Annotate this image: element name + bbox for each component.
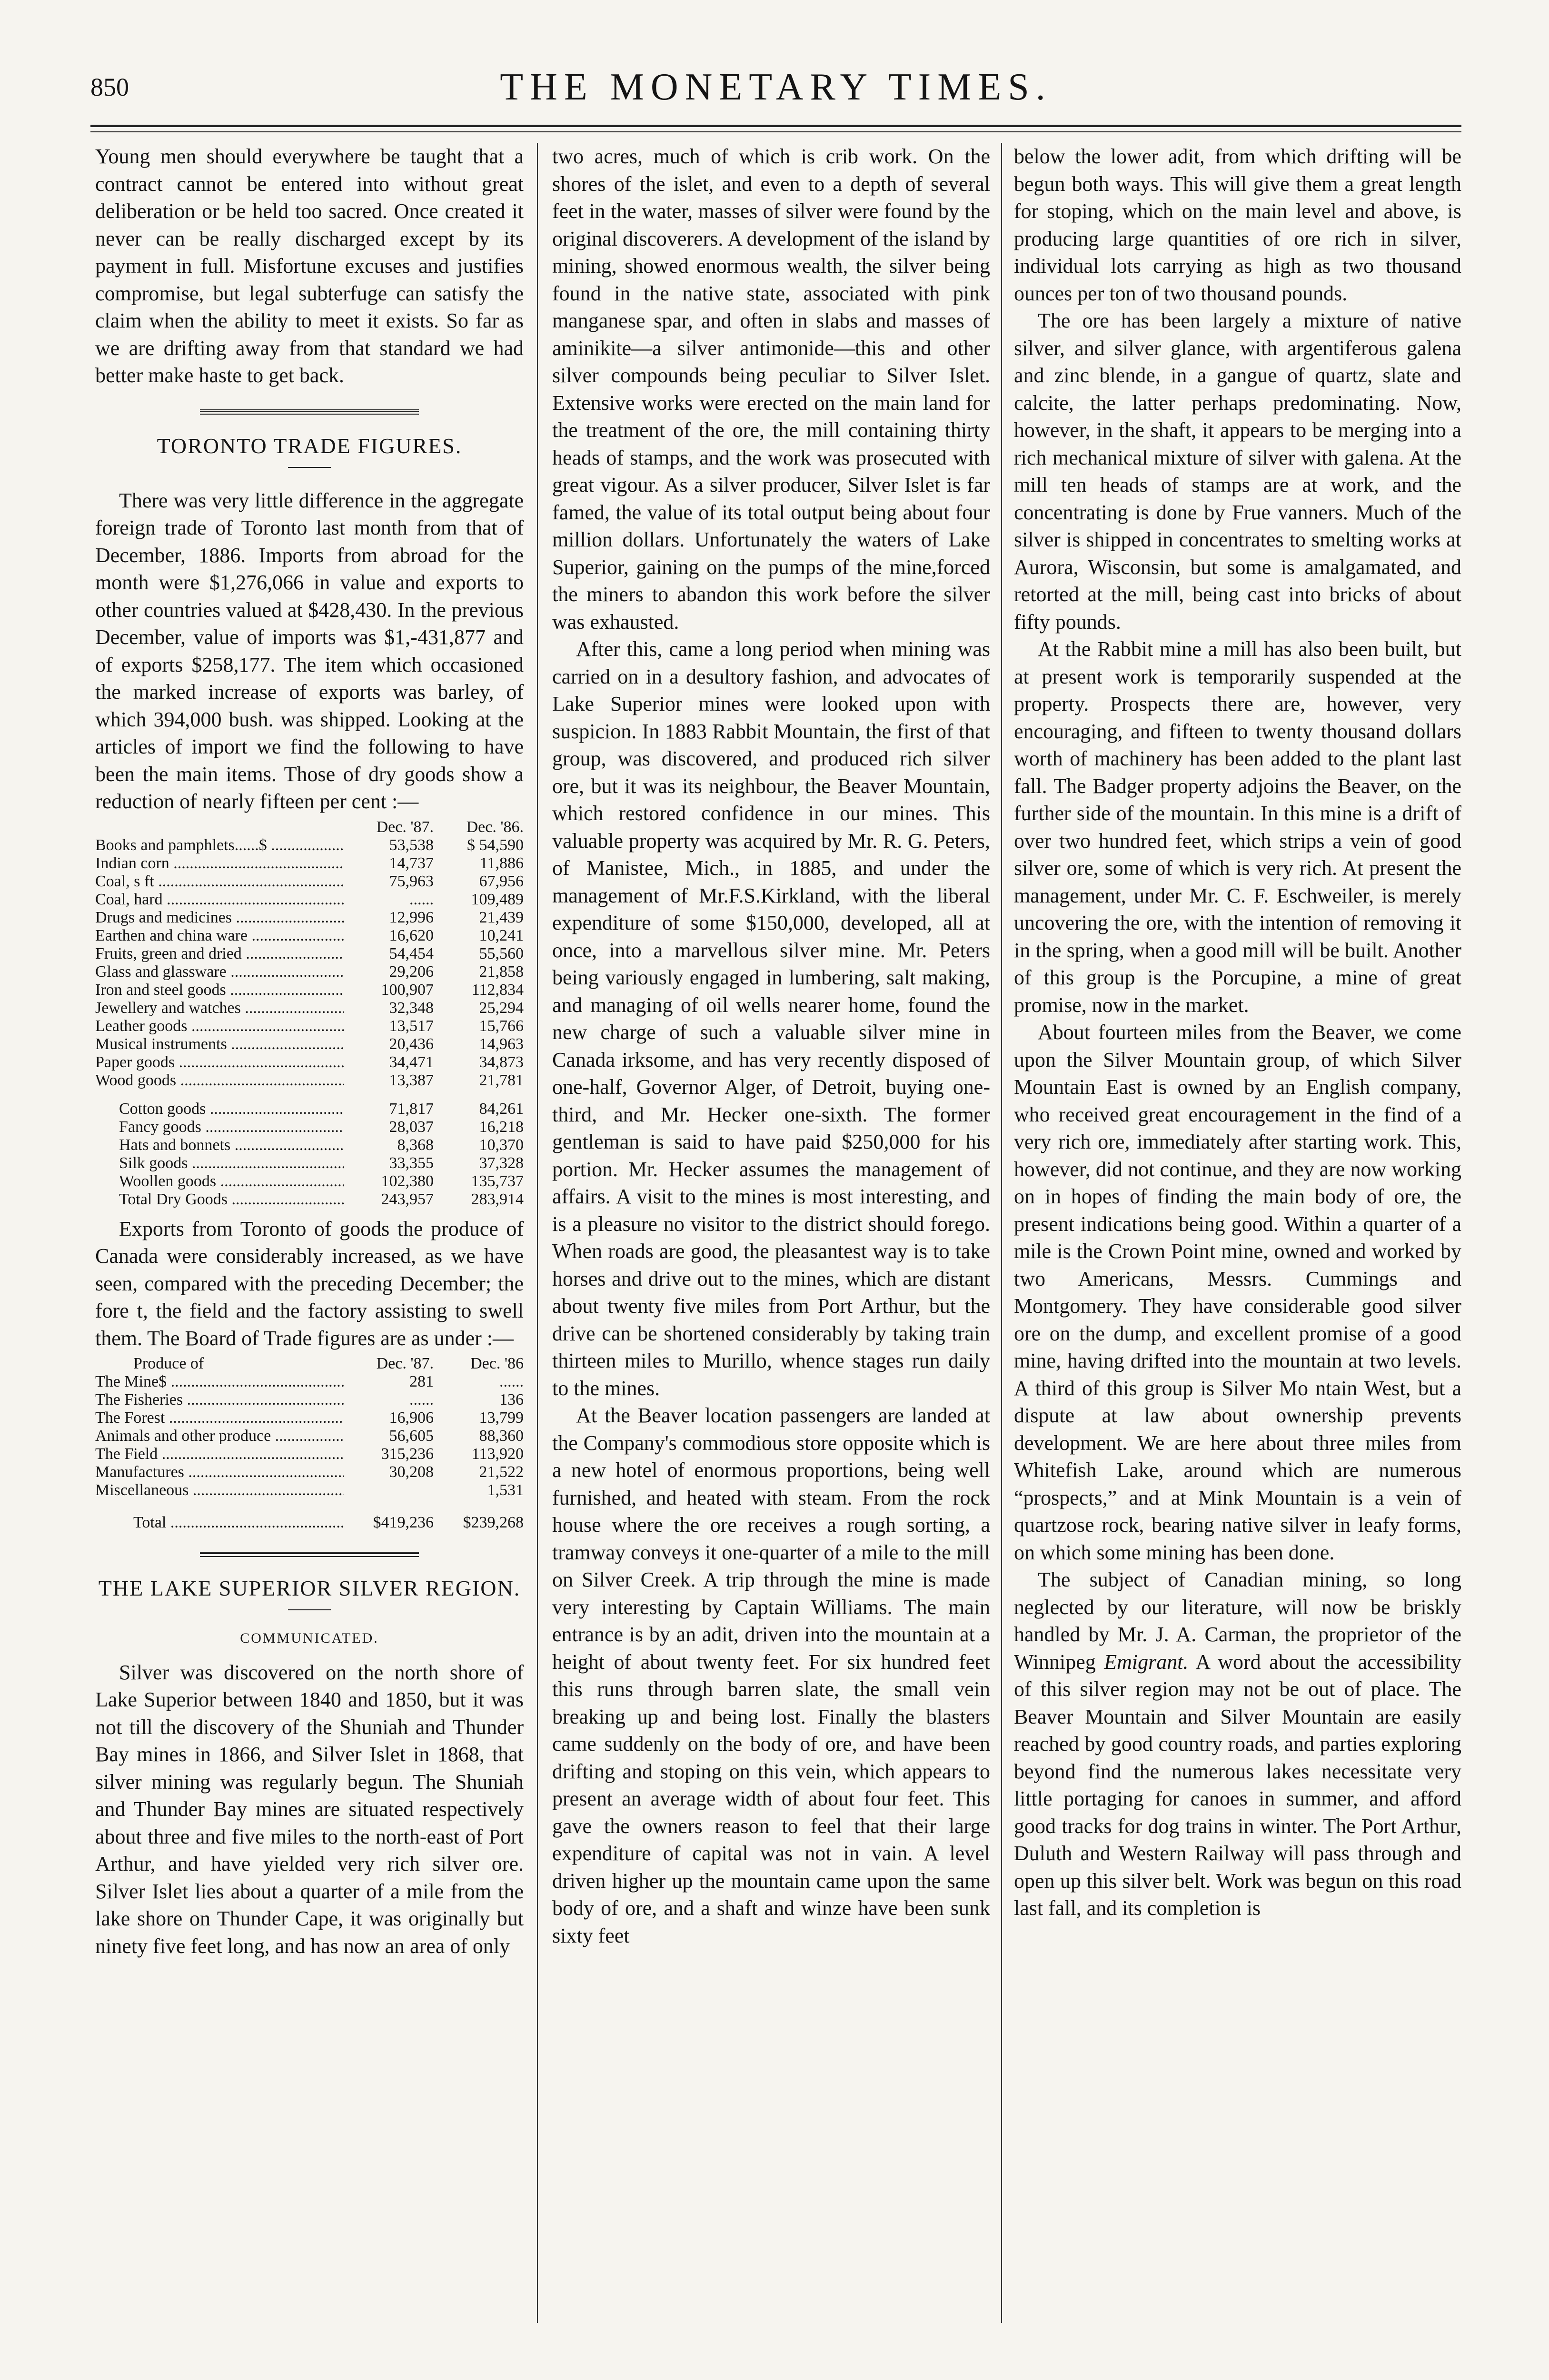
table-header-row [95, 1355, 524, 1373]
table-cell-value: 100,907 [381, 981, 434, 999]
table-cell-value: 109,489 [471, 890, 524, 908]
table-header: Produce of [133, 1355, 204, 1372]
table-row [95, 1427, 524, 1445]
article-paragraph: At the Rabbit mine a mill has also been built, but at present work is temporarily suspended at the property. Prospects there are, however, very encouraging, and fifteen to twenty thousand dollars worth of machinery has been added to the plant last fall. The Badger property adjoins the Beaver, on the further side of the mountain. In this mine is a drift of over two hundred feet, which strips a vein of good silver ore, some of which is very rich. At present the management, under Mr. C. F. Eschweiler, is merely uncovering the ore, with the intention of removing it in the spring, when a good mill will be built. Another of this group is the Porcupine, a mine of great promise, now in the market. [1014, 637, 1461, 1017]
table-cell-value: 21,522 [479, 1463, 524, 1481]
table-cell-value: 13,387 [389, 1071, 434, 1089]
table-cell-value: 75,963 [389, 872, 434, 890]
table-cell-label: The Forest ..... [95, 1409, 344, 1427]
table-cell-value: 15,766 [479, 1017, 524, 1035]
table-cell-label: The Mine$ ..... [95, 1373, 344, 1391]
table-row [95, 1090, 524, 1118]
table-row [95, 1154, 524, 1172]
table-cell-value: 34,873 [479, 1053, 524, 1071]
table-row [95, 854, 524, 873]
table-header: Dec. '86. [466, 818, 524, 836]
table-cell-label: Musical instruments ..... [95, 1035, 344, 1053]
table-cell-value: 33,355 [389, 1154, 434, 1172]
table-cell-value: 1,531 [487, 1481, 524, 1499]
heading-rule [288, 467, 331, 468]
table-cell-label: Silk goods ..... [95, 1154, 344, 1172]
text-run: The subject of Canadian mining, so long neglected by our literature, will now be briskly handled by Mr. J. A. Carman, the proprietor of the Winnipeg [1014, 1568, 1461, 1674]
table-cell-value: 10,241 [479, 926, 524, 944]
table-cell-label: Fruits, green and dried ..... [95, 945, 344, 963]
table-cell-value: 11,886 [479, 854, 524, 872]
table-row [95, 836, 524, 854]
table-row [95, 1136, 524, 1154]
table-cell-value: 14,737 [389, 854, 434, 872]
header-rule-thin [90, 131, 1461, 132]
section-heading-silver: THE LAKE SUPERIOR SILVER REGION. [98, 1576, 521, 1600]
table-cell-value: 32,348 [389, 999, 434, 1017]
table-cell-label: Earthen and china ware ..... [95, 927, 344, 945]
table-cell-value: 315,236 [381, 1445, 434, 1463]
article-paragraph: Exports from Toronto of goods the produce of Canada were considerably increased, as we have seen, compared with the preceding December; the fore t, the field and the factory assisting to swell them. The Board of Trade figures are as under :— [95, 1217, 524, 1350]
table-cell-label: Manufactures ..... [95, 1463, 344, 1481]
table-cell-value: 135,737 [471, 1172, 524, 1190]
table-row [95, 963, 524, 981]
table-cell-label: Leather goods ..... [95, 1017, 344, 1035]
table-cell-value: 14,963 [479, 1035, 524, 1053]
table-cell-value: 102,380 [381, 1172, 434, 1190]
section-divider [200, 409, 419, 415]
page-number: 850 [90, 73, 129, 101]
table-cell-label: The Fisheries ..... [95, 1391, 344, 1409]
table-cell-value: 53,538 [389, 836, 434, 854]
table-cell-label: Woollen goods ..... [95, 1172, 344, 1190]
table-cell-label: Miscellaneous ..... [95, 1481, 344, 1499]
table-row [95, 1463, 524, 1481]
article-paragraph: About fourteen miles from the Beaver, we come upon the Silver Mountain group, of which Silver Mountain East is owned by an English company, who received great encouragement in the find of a very rich ore, immediately after starting work. This, however, did not continue, and they are now working on in hopes of finding the main body of ore, the present indications being good. Within a quarter of a mile is the Crown Point mine, owned and worked by two Americans, Messrs. Cummings and Montgomery. They have considerable good silver ore on the dump, and excellent promise of a good mine, having drifted into the mountain at two levels. A third of this group is Silver Mo ntain West, but a dispute at law about ownership prevents development. We are here about three miles from Whitefish Lake, around which are numerous “prospects,” and at Mink Mountain is a vein of quartzose rock, bearing native silver in leafy forms, on which some mining has been done. [1014, 1021, 1461, 1564]
table-cell-label: Coal, hard ..... [95, 891, 344, 909]
table-cell-value: 20,436 [389, 1035, 434, 1053]
heading-rule [288, 1609, 331, 1610]
table-cell-value: 84,261 [479, 1100, 524, 1118]
newspaper-title: Emigrant. [1104, 1650, 1189, 1674]
table-cell-value: 67,956 [479, 872, 524, 890]
table-cell-value: 88,360 [479, 1427, 524, 1445]
table-header: Dec. '87. [376, 818, 434, 836]
table-cell-label: Glass and glassware ..... [95, 963, 344, 981]
article-paragraph: There was very little difference in the aggregate foreign trade of Toronto last month from that of December, 1886. Imports from abroad for the month were $1,276,066 in value and exports to other countries valued at $428,430. In the previous December, value of imports was $1,-431,877 and of exports $258,177. The item which occasioned the marked increase of exports was barley, of which 394,000 bush. was shipped. Looking at the articles of import we find the following to have been the main items. Those of dry goods show a reduction of nearly fifteen per cent :— [95, 488, 524, 813]
article-paragraph: After this, came a long period when mining was carried on in a desultory fashion, and advocates of Lake Superior mines were looked upon with suspicion. In 1883 Rabbit Mountain, the first of that group, was discovered, and produced rich silver ore, but it was its neighbour, the Beaver Mountain, which restored confidence in our mines. This valuable property was acquired by Mr. R. G. Peters, of Manistee, Mich., in 1885, and under the management of Mr.F.S.Kirkland, with the liberal expenditure of some $150,000, developed, all at once, into a marvellous silver mine. Mr. Peters being variously engaged in lumbering, salt making, and managing of oil wells nearer home, found the new charge of such a valuable silver mine in Canada irksome, and has very recently disposed of one-half, Governor Alger, of Detroit, buying one-third, and Mr. Hecker one-sixth. The former gentleman is said to have paid $250,000 for his portion. Mr. Hecker assumes the management of affairs. A visit to the mines is most interesting, and is a pleasure no visitor to the district should forego. When roads are good, the pleasantest way is to take horses and drive out to the mines, which are distant about twenty five miles from Port Arthur, but the drive can be shortened considerably by taking train thirteen miles to Murillo, whence stages run daily to the mines. [552, 637, 990, 1400]
table-cell-value: 16,906 [389, 1409, 434, 1427]
table-row [95, 1373, 524, 1391]
table-cell-value: 34,471 [389, 1053, 434, 1071]
table-cell-value: $419,236 [373, 1514, 434, 1531]
article-paragraph: two acres, much of which is crib work. On the shores of the islet, and even to a depth of several feet in the water, masses of silver were found by the original discoverers. A development of the island by mining, showed enormous wealth, the silver being found in the native state, associated with pink manganese spar, and often in slabs and masses of aminikite—a silver antimonide—this and other silver compounds being peculiar to Silver Islet. Extensive works were erected on the main land for the treatment of the ore, the mill containing thirty heads of stamps, and the work was prosecuted with great vigour. As a silver producer, Silver Islet is far famed, the value of its total output being about four million dollars. Unfortunately the waters of Lake Superior, gaining on the pumps of the mine,forced the miners to abandon this work before the silver was exhausted. [552, 145, 990, 634]
table-cell-value: 30,208 [389, 1463, 434, 1481]
table-cell-value: 21,858 [479, 962, 524, 981]
table-cell-label: Cotton goods ..... [95, 1090, 344, 1118]
table-header: Dec. '87. [376, 1355, 434, 1372]
table-cell-label: Drugs and medicines ..... [95, 909, 344, 927]
table-cell-value: 13,799 [479, 1409, 524, 1427]
page-header [90, 62, 1461, 119]
table-cell-value: ...... [499, 1373, 524, 1390]
table-cell-label: Total ..... [95, 1499, 344, 1532]
table-cell-label: Hats and bonnets ..... [95, 1136, 344, 1154]
table-row [95, 1071, 524, 1090]
table-cell-value [344, 1481, 434, 1499]
table-cell-value: 21,439 [479, 908, 524, 926]
table-row [95, 981, 524, 999]
table-header-row [95, 818, 524, 836]
table-cell-value: 112,834 [471, 981, 524, 999]
table-row [95, 891, 524, 909]
table-row [95, 1190, 524, 1209]
table-cell-label: Jewellery and watches ..... [95, 999, 344, 1017]
section-divider [200, 1552, 419, 1557]
table-cell-value: ...... [409, 890, 434, 908]
table-cell-value: 55,560 [479, 944, 524, 962]
table-cell-value: $ 54,590 [467, 836, 524, 854]
table-cell-label: The Field ..... [95, 1445, 344, 1463]
table-cell-label: Indian corn ..... [95, 854, 344, 873]
table-row [95, 999, 524, 1017]
text-run: A word about the accessibility of this silver region may not be out of place. The Beaver Mountain and Silver Mountain are easily reached by good country roads, and parties exploring beyond find the numerous lakes necessitate very little portaging for canoes in summer, and afford good tracks for dog trains in winter. The Port Arthur, Duluth and Western Railway will pass through and open up this silver belt. Work was begun on this road last fall, and its completion is [1014, 1650, 1461, 1920]
table-row [95, 873, 524, 891]
table-row [95, 1445, 524, 1463]
table-row [95, 1409, 524, 1427]
header-rule [90, 125, 1461, 127]
table-row [95, 909, 524, 927]
imports-table [95, 818, 524, 1209]
table-cell-value: 29,206 [389, 962, 434, 981]
table-cell-label: Wood goods ..... [95, 1071, 344, 1090]
article-paragraph: At the Beaver location passengers are landed at the Company's commodious store opposite which is a new hotel of enormous proportions, being well furnished, and heated with steam. From the rock house where the ore receives a rough sorting, a tramway conveys it one-quarter of a mile to the mill on Silver Creek. A trip through the mine is made very interesting by Captain Williams. The main entrance is by an adit, driven into the mountain at a height of about twenty feet. For six hundred feet this runs through barren slate, the small vein breaking up and being lost. Finally the blasters came suddenly on the body of ore, and have been drifting and stoping on this vein, which appears to present an average width of about four feet. This gave the owners reason to feel that their large expenditure of capital was not in vain. A level driven higher up the mountain came upon the same body of ore, and a shaft and winze have been sunk sixty feet [552, 1404, 990, 1947]
table-header: Dec. '86 [470, 1355, 524, 1372]
table-cell-label: Iron and steel goods ..... [95, 981, 344, 999]
article-paragraph: The ore has been largely a mixture of native silver, and silver glance, with argentiferous galena and zinc blende, in a gangue of quartz, slate and calcite, the latter perhaps predominating. Now, however, in the shaft, it appears to be merging into a rich mechanical mixture of silver with galena. At the mill ten heads of stamps are at work, and the concentrating is done by Frue vanners. Much of the silver is shipped in concentrates to smelting works at Aurora, Wisconsin, but some is amalgamated, and retorted at the mill, being cast into bricks of about fifty pounds. [1014, 309, 1461, 634]
column-2 [552, 143, 990, 2323]
table-cell-value: $239,268 [463, 1514, 524, 1531]
table-row [95, 1017, 524, 1035]
table-row [95, 1481, 524, 1499]
table-cell-label: Paper goods ..... [95, 1053, 344, 1071]
table-cell-label: Fancy goods ..... [95, 1118, 344, 1136]
table-row [95, 1118, 524, 1136]
table-cell-value: 37,328 [479, 1154, 524, 1172]
table-cell-value: 281 [409, 1373, 434, 1390]
article-paragraph: below the lower adit, from which drifting will be begun both ways. This will give them a great length for stoping, which on the main level and above, is producing large quantities of ore rich in silver, individual lots carrying as high as two thousand ounces per ton of two thousand pounds. [1014, 145, 1461, 305]
table-cell-value: 12,996 [389, 908, 434, 926]
table-row [95, 1391, 524, 1409]
column-3 [1014, 143, 1461, 2323]
table-cell-value: 136 [499, 1391, 524, 1408]
article-paragraph [1014, 1566, 1461, 1922]
column-divider [1001, 143, 1002, 2323]
column-1 [95, 143, 524, 2323]
table-cell-value: 13,517 [389, 1017, 434, 1035]
table-cell-label: Books and pamphlets......$ ..... [95, 836, 344, 854]
table-cell-value: 28,037 [389, 1118, 434, 1136]
byline-communicated: COMMUNICATED. [240, 1630, 379, 1646]
table-total-row [95, 1499, 524, 1532]
table-cell-value: 71,817 [389, 1100, 434, 1118]
masthead-title: THE MONETARY TIMES. [500, 66, 1052, 108]
table-cell-value: 54,454 [389, 944, 434, 962]
table-cell-value: 56,605 [389, 1427, 434, 1445]
section-heading-toronto: TORONTO TRADE FIGURES. [157, 433, 462, 458]
table-header [95, 818, 344, 836]
intro-paragraph: Young men should everywhere be taught that a contract cannot be entered into without great deliberation or be held too sacred. Once created it never can be really discharged except by its payment in full. Misfortune excuses and justifies compromise, but legal subterfuge can satisfy the claim when the ability to meet it exists. So far as we are drifting away from that standard we had better make haste to get back. [95, 145, 524, 387]
table-cell-label: Total Dry Goods ..... [95, 1190, 344, 1209]
table-row [95, 945, 524, 963]
table-cell-value: 10,370 [479, 1136, 524, 1154]
table-cell-label: Animals and other produce ..... [95, 1427, 344, 1445]
table-cell-value: 16,218 [479, 1118, 524, 1136]
table-row [95, 1053, 524, 1071]
table-row [95, 927, 524, 945]
table-cell-value: 8,368 [397, 1136, 434, 1154]
table-cell-value: 243,957 [381, 1190, 434, 1208]
table-cell-label: Coal, s ft ..... [95, 873, 344, 891]
table-cell-value: 283,914 [471, 1190, 524, 1208]
column-divider [537, 143, 538, 2323]
article-paragraph: Silver was discovered on the north shore of Lake Superior between 1840 and 1850, but it was not till the discovery of the Shuniah and Thunder Bay mines in 1866, and Silver Islet in 1868, that silver mining was regularly begun. The Shuniah and Thunder Bay mines are situated respectively about three and five miles to the north-east of Port Arthur, and have yielded very rich silver ore. Silver Islet lies about a quarter of a mile from the lake shore on Thunder Cape, it was originally but ninety five feet long, and has now an area of only [95, 1660, 524, 1958]
table-row [95, 1035, 524, 1053]
table-cell-value: 16,620 [389, 926, 434, 944]
exports-table [95, 1355, 524, 1532]
table-cell-value: 21,781 [479, 1071, 524, 1089]
table-row [95, 1172, 524, 1190]
table-cell-value: ...... [409, 1391, 434, 1408]
table-cell-value: 113,920 [471, 1445, 524, 1463]
table-cell-value: 25,294 [479, 999, 524, 1017]
